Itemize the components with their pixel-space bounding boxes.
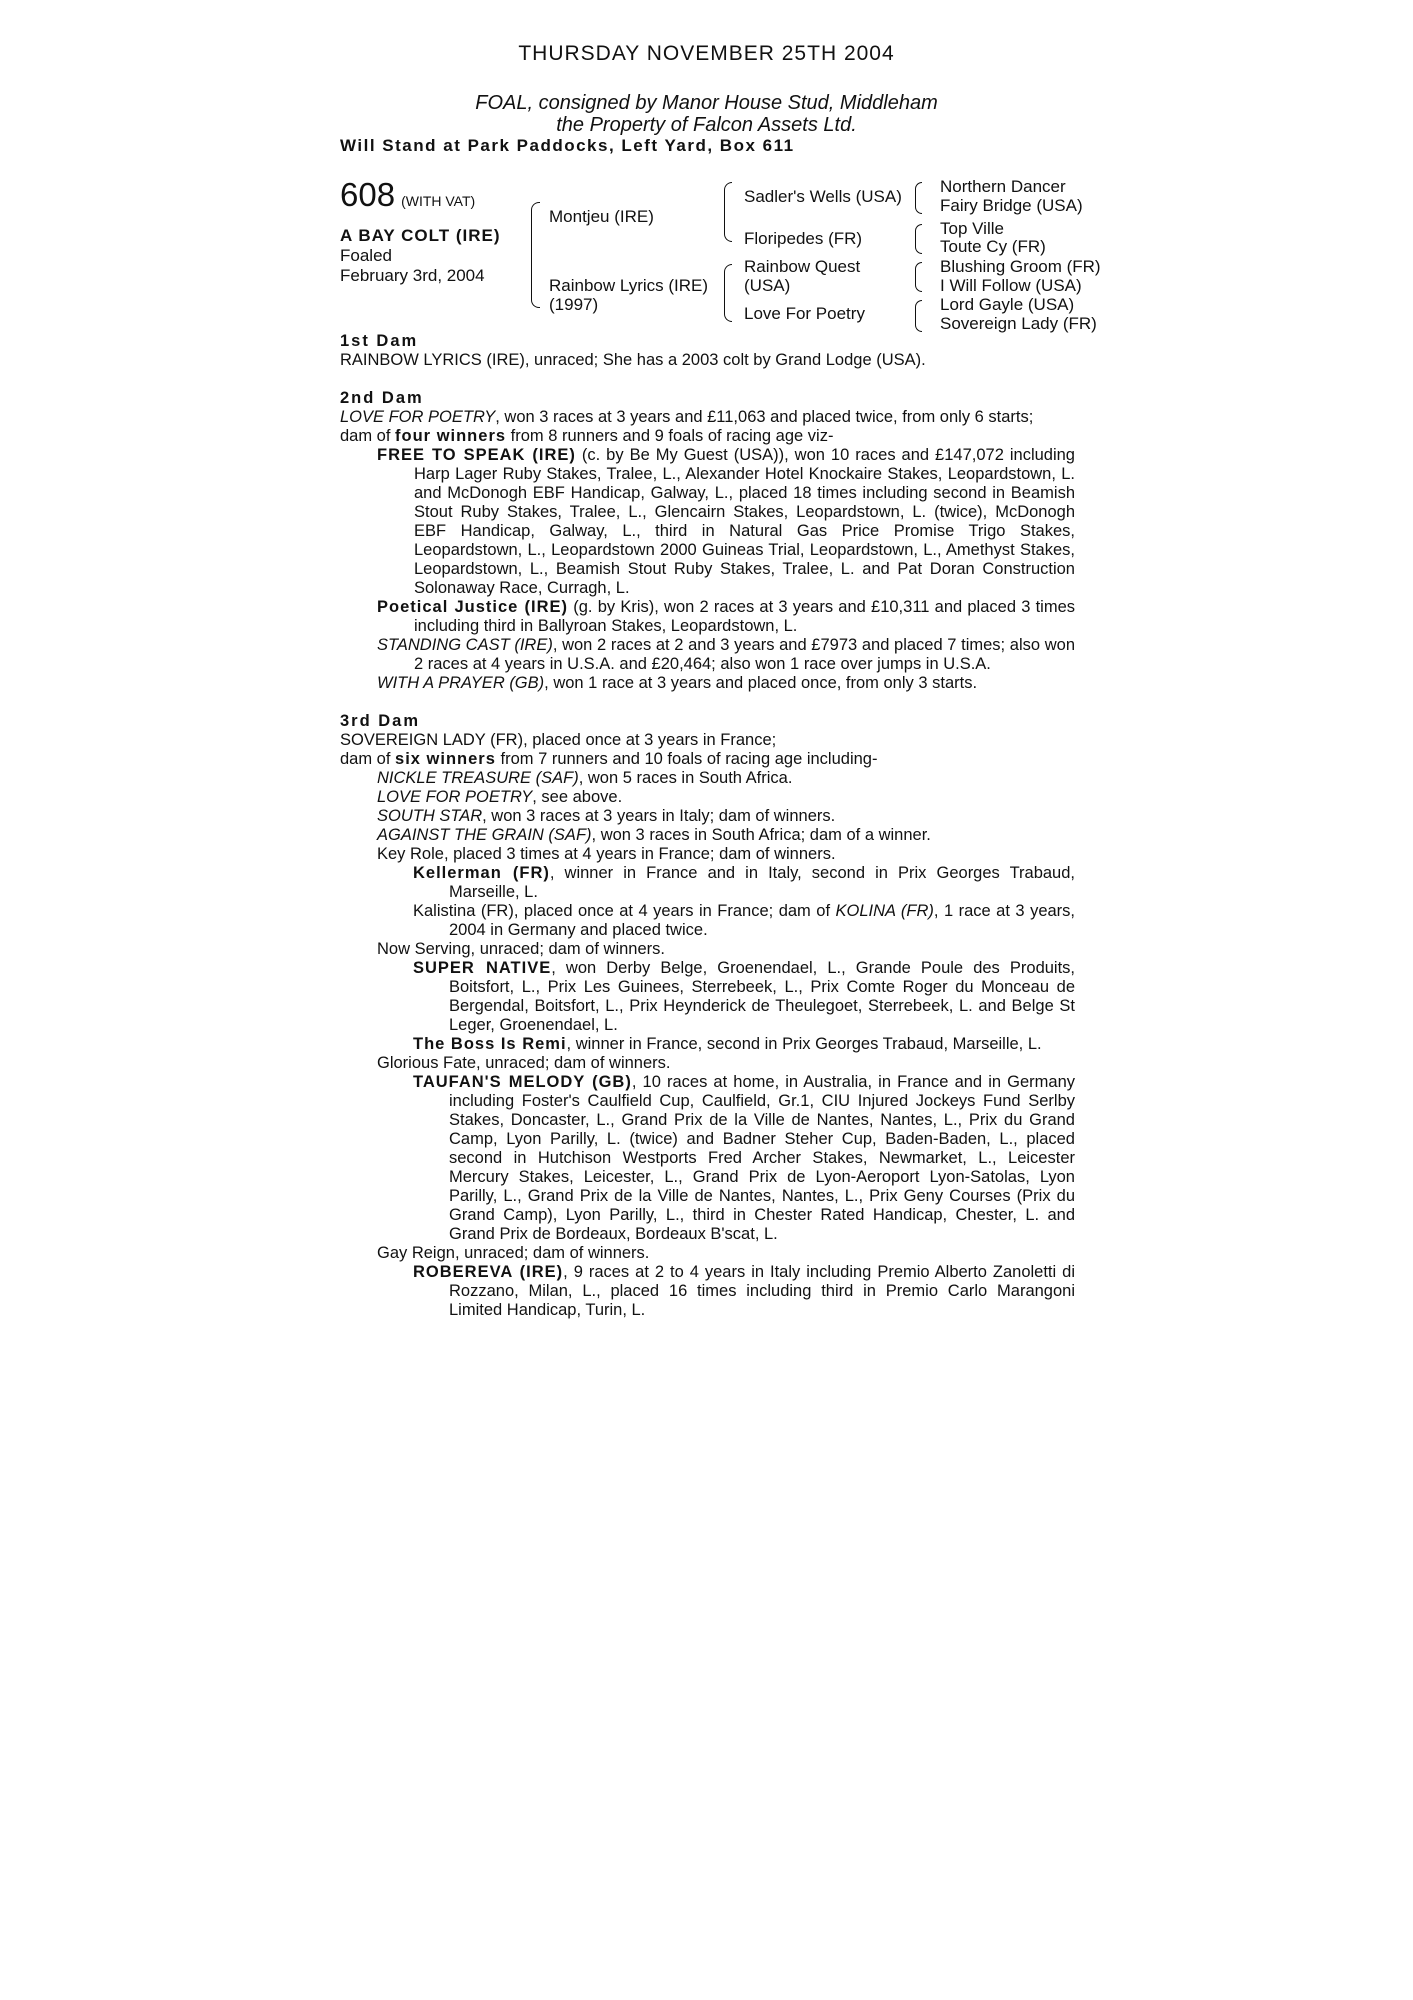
produce-entry: SOUTH STAR, won 3 races at 3 years in Italy; dam of winners. <box>377 807 836 825</box>
produce-entry: STANDING CAST (IRE), won 2 races at 2 and 3 years and £7973 and placed 7 times; also won 2 races at 4 years in U.S.A. and £20,464; also won 1 race over jumps in U.S.A. <box>377 636 1075 673</box>
pedigree-sire-dam: Floripedes (FR) <box>744 229 863 248</box>
pedigree-brace-ss <box>915 182 922 214</box>
pedigree-g3-5: Blushing Groom (FR) <box>940 257 1101 276</box>
produce-entry: LOVE FOR POETRY, see above. <box>377 788 623 806</box>
grand-produce-entry: ROBEREVA (IRE), 9 races at 2 to 4 years in Italy including Premio Alberto Zanoletti di Rozzano, Milan, L., placed 16 times including third in Premio Carlo Marangoni Limited Handicap, Turin, L. <box>413 1263 1075 1319</box>
colt-title: A BAY COLT (IRE) <box>340 226 501 245</box>
third-dam-produce-summary: dam of six winners from 7 runners and 10 foals of racing age including- <box>340 750 878 768</box>
first-dam-heading: 1st Dam <box>340 332 419 350</box>
second-dam-produce-summary: dam of four winners from 8 runners and 9 foals of racing age viz- <box>340 427 834 445</box>
stabling-line: Will Stand at Park Paddocks, Left Yard, Box 611 <box>340 136 795 155</box>
lot-number: 608 <box>340 176 396 213</box>
pedigree-brace-dam <box>724 264 732 322</box>
grand-produce-entry: The Boss Is Remi, winner in France, second in Prix Georges Trabaud, Marseille, L. <box>413 1035 1042 1053</box>
produce-entry: Now Serving, unraced; dam of winners. <box>377 940 665 958</box>
produce-entry: FREE TO SPEAK (IRE) (c. by Be My Guest (USA)), won 10 races and £147,072 including Harp Lager Ruby Stakes, Tralee, L., Alexander Hotel Knockaire Stakes, Leopardstown, L. and McDonogh EBF Handicap, Galway, L., placed 18 times including second in Beamish Stout Ruby Stakes, Tralee, L., Glencairn Stakes, Leopardstown, L. (twice), McDonogh EBF Handicap, Galway, L., third in Natural Gas Price Promise Trigo Stakes, Leopardstown, L., Leopardstown 2000 Guineas Trial, Leopardstown, L., Amethyst Stakes, Leopardstown, L., Beamish Stout Ruby Stakes, Tralee, L. and Pat Doran Construction Solonaway Race, Curragh, L. <box>377 446 1075 597</box>
produce-entry: Poetical Justice (IRE) (g. by Kris), won 2 races at 3 years and £10,311 and placed 3 times including third in Ballyroan Stakes, Leopardstown, L. <box>377 598 1075 635</box>
pedigree-dam-dam: Love For Poetry <box>744 304 865 323</box>
pedigree-brace-sd <box>915 224 922 254</box>
grand-produce-entry: Kellerman (FR), winner in France and in Italy, second in Prix Georges Trabaud, Marseille, L. <box>413 864 1075 901</box>
pedigree-g3-3: Top Ville <box>940 219 1004 238</box>
second-dam-intro: LOVE FOR POETRY, won 3 races at 3 years and £11,063 and placed twice, from only 6 starts; <box>340 408 1034 426</box>
pedigree-g3-1: Northern Dancer <box>940 177 1066 196</box>
lot-heading <box>340 176 475 214</box>
pedigree-brace-main <box>531 202 540 308</box>
grand-produce-entry: SUPER NATIVE, won Derby Belge, Groenendael, L., Grande Poule des Produits, Boitsfort, L., Prix Les Guinees, Sterrebeek, L., Prix Comte Roger du Monceau de Bergendal, Boitsfort, L., Prix Heynderick de Theulegoet, Sterrebeek, L. and Belge St Leger, Groenendael, L. <box>413 959 1076 1034</box>
pedigree-dam-name: Rainbow Lyrics (IRE) <box>549 276 709 295</box>
produce-entry: WITH A PRAYER (GB), won 1 race at 3 years and placed once, from only 3 starts. <box>377 674 978 692</box>
pedigree-g3-8: Sovereign Lady (FR) <box>940 314 1097 333</box>
foaled-label: Foaled <box>340 246 392 265</box>
produce-entry: Glorious Fate, unraced; dam of winners. <box>377 1054 671 1072</box>
second-dam-heading: 2nd Dam <box>340 389 424 407</box>
vat-note: (WITH VAT) <box>401 193 476 209</box>
pedigree-dam <box>549 276 708 314</box>
consignment-block <box>0 92 1413 136</box>
pedigree-dam-sire-name: Rainbow Quest <box>744 257 861 276</box>
produce-entry: Gay Reign, unraced; dam of winners. <box>377 1244 650 1262</box>
consignor-line: FOAL, consigned by Manor House Stud, Middleham <box>475 92 938 114</box>
grand-produce-entry: Kalistina (FR), placed once at 4 years in France; dam of KOLINA (FR), 1 race at 3 years, 2004 in Germany and placed twice. <box>413 902 1076 939</box>
grand-produce-entry: TAUFAN'S MELODY (GB), 10 races at home, in Australia, in France and in Germany including Foster's Caulfield Cup, Caulfield, Gr.1, CIU Injured Jockeys Fund Serlby Stakes, Doncaster, L., Grand Prix de la Ville de Nantes, Nantes, L., Prix du Grand Camp, Lyon Parilly, L. (twice) and Badner Steher Cup, Baden-Baden, L., placed second in Hutchison Westports Fred Archer Stakes, Newmarket, L., Leicester Mercury Stakes, Leicester, L., Grand Prix de Lyon-Aeroport Lyon-Satolas, Lyon Parilly, L., Grand Prix de la Ville de Nantes, Nantes, L., Prix Geny Courses (Prix du Grand Camp), Lyon Parilly, L., third in Chester Rated Handicap, Chester, L. and Grand Prix de Bordeaux, Bordeaux B'scat, L. <box>413 1073 1075 1243</box>
foaled-date: February 3rd, 2004 <box>340 266 485 285</box>
pedigree-g3-4: Toute Cy (FR) <box>940 237 1046 256</box>
pedigree-dam-sire <box>744 257 860 295</box>
pedigree-g3-6: I Will Follow (USA) <box>940 276 1082 295</box>
produce-entry: AGAINST THE GRAIN (SAF), won 3 races in South Africa; dam of a winner. <box>377 826 931 844</box>
pedigree-sire: Montjeu (IRE) <box>549 207 654 226</box>
third-dam-heading: 3rd Dam <box>340 712 421 730</box>
pedigree-brace-ds <box>915 262 922 292</box>
third-dam-intro: SOVEREIGN LADY (FR), placed once at 3 years in France; <box>340 731 777 749</box>
produce-entry: NICKLE TREASURE (SAF), won 5 races in South Africa. <box>377 769 793 787</box>
pedigree-brace-sire <box>724 182 732 242</box>
pedigree-brace-dd <box>915 300 922 332</box>
pedigree-sire-sire: Sadler's Wells (USA) <box>744 187 902 206</box>
pedigree-dam-year: (1997) <box>549 295 599 314</box>
sale-date: THURSDAY NOVEMBER 25TH 2004 <box>518 42 895 65</box>
first-dam-text: RAINBOW LYRICS (IRE), unraced; She has a 2003 colt by Grand Lodge (USA). <box>340 351 926 369</box>
owner-line: the Property of Falcon Assets Ltd. <box>556 114 857 136</box>
pedigree-dam-sire-country: (USA) <box>744 276 791 295</box>
pedigree-g3-2: Fairy Bridge (USA) <box>940 196 1083 215</box>
pedigree-g3-7: Lord Gayle (USA) <box>940 295 1075 314</box>
lot-description <box>340 226 501 286</box>
produce-entry: Key Role, placed 3 times at 4 years in France; dam of winners. <box>377 845 836 863</box>
catalogue-body <box>340 332 1075 1320</box>
